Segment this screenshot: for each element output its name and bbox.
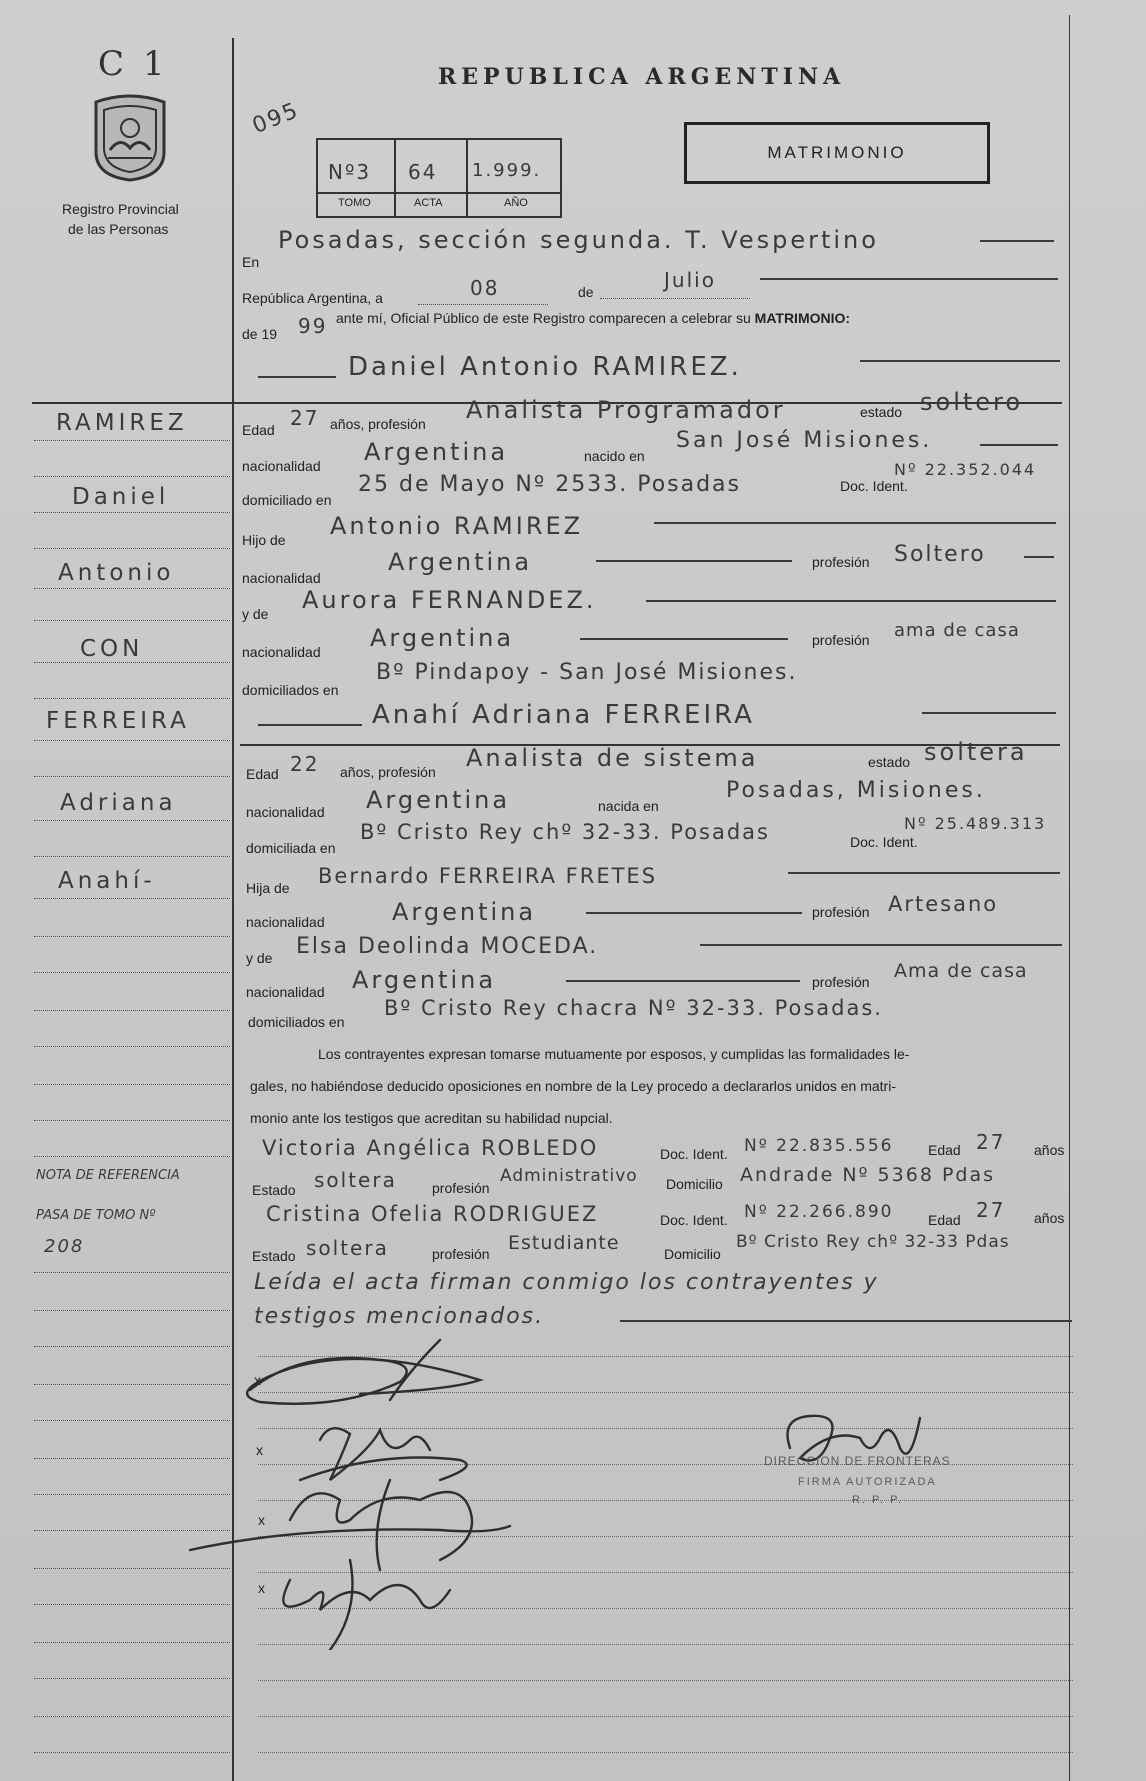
witness2-domicilio: Bº Cristo Rey chº 32-33 Pdas xyxy=(736,1232,1010,1252)
witness2-doc: Nº 22.266.890 xyxy=(744,1202,894,1222)
de-label: de xyxy=(578,284,594,300)
signature-mark-3: x xyxy=(258,1512,265,1528)
groom-edad: 27 xyxy=(290,406,320,430)
closing-line1: Leída el acta firman conmigo los contrayentes y xyxy=(254,1270,879,1295)
year-prefix: de 19 xyxy=(242,326,278,342)
bride-father: Bernardo FERREIRA FRETES xyxy=(318,864,658,888)
reference-box xyxy=(316,138,562,218)
bride-father-nac: Argentina xyxy=(392,898,537,926)
witness1-name: Victoria Angélica ROBLEDO xyxy=(262,1136,599,1160)
groom-mother-label: y de xyxy=(242,606,269,622)
bride-mother-nac-label: nacionalidad xyxy=(246,984,325,1000)
groom-profesion: Analista Programador xyxy=(466,396,786,424)
ano-label: AÑO xyxy=(504,197,528,209)
signature-mark-1: x xyxy=(254,1372,261,1388)
groom-domicilio: 25 de Mayo Nº 2533. Posadas xyxy=(358,472,742,497)
bride-name: Anahí Adriana FERREIRA xyxy=(372,700,755,730)
margin-note-line3: 208 xyxy=(44,1236,85,1257)
witness2-profesion: Estudiante xyxy=(508,1232,620,1254)
year-value: 99 xyxy=(298,314,328,338)
groom-father: Antonio RAMIREZ xyxy=(330,512,584,540)
witness1-profesion: Administrativo xyxy=(500,1166,638,1186)
republica-label: República Argentina, a xyxy=(242,290,383,306)
month-value: Julio xyxy=(664,268,716,292)
bride-mother-nac: Argentina xyxy=(352,966,497,994)
groom-nacido: San José Misiones. xyxy=(676,428,933,453)
country-title: REPUBLICA ARGENTINA xyxy=(438,64,846,90)
groom-edad-label: Edad xyxy=(242,422,275,438)
bride-estado: soltera xyxy=(924,738,1028,766)
bride-mother-prof: Ama de casa xyxy=(894,960,1028,982)
groom-estado: soltero xyxy=(920,388,1024,416)
margin-name-3: Antonio xyxy=(58,560,175,586)
witness1-anos-label: años xyxy=(1034,1142,1065,1158)
official-stamp-line1: DIRECCION DE FRONTERAS xyxy=(764,1454,951,1468)
bride-nacida-label: nacida en xyxy=(598,798,659,814)
margin-name-6: Adriana xyxy=(60,790,177,816)
declaration-line1: Los contrayentes expresan tomarse mutuamente por esposos, y cumplidas las formalidades le- xyxy=(318,1046,910,1062)
bride-parents-dom-label: domiciliados en xyxy=(248,1014,345,1030)
place-value: Posadas, sección segunda. T. Vespertino xyxy=(278,226,879,254)
witness1-edad: 27 xyxy=(976,1130,1006,1154)
matrimonio-label: MATRIMONIO xyxy=(767,143,907,162)
registry-title-line2: de las Personas xyxy=(68,221,169,237)
place-fill-line xyxy=(980,240,1054,242)
acta-label: ACTA xyxy=(414,197,443,209)
groom-father-nac-label: nacionalidad xyxy=(242,570,321,586)
bride-domicilio: Bº Cristo Rey chº 32-33. Posadas xyxy=(360,820,770,844)
bride-edad-label: Edad xyxy=(246,766,279,782)
bride-father-label: Hija de xyxy=(246,880,290,896)
groom-parents-dom-label: domiciliados en xyxy=(242,682,339,698)
groom-father-prof: Soltero xyxy=(894,542,986,567)
bride-estado-label: estado xyxy=(868,754,911,770)
bride-profesion-label: años, profesión xyxy=(340,764,436,780)
groom-father-nac: Argentina xyxy=(388,548,533,576)
registry-title-line1: Registro Provincial xyxy=(62,201,179,217)
witness2-estado-label: Estado xyxy=(252,1248,296,1264)
groom-dom-label: domiciliado en xyxy=(242,492,332,508)
groom-mother-nac: Argentina xyxy=(370,624,515,652)
bride-father-prof: Artesano xyxy=(888,892,999,916)
bride-father-prof-label: profesión xyxy=(812,904,870,920)
margin-note-line2: PASA DE TOMO Nº xyxy=(36,1208,156,1223)
groom-doc-label: Doc. Ident. xyxy=(840,478,908,494)
signature-scribbles xyxy=(180,1330,540,1650)
margin-note-line1: NOTA DE REFERENCIA xyxy=(36,1168,180,1183)
bride-dom-label: domiciliada en xyxy=(246,840,336,856)
bride-mother-prof-label: profesión xyxy=(812,974,870,990)
bride-nacida: Posadas, Misiones. xyxy=(726,778,986,803)
bride-doc: Nº 25.489.313 xyxy=(904,814,1047,833)
groom-nac-label: nacionalidad xyxy=(242,458,321,474)
margin-name-2: Daniel xyxy=(72,484,170,510)
signature-mark-2: x xyxy=(256,1442,263,1458)
groom-mother: Aurora FERNANDEZ. xyxy=(302,586,597,614)
en-label: En xyxy=(242,254,260,270)
tomo-label: TOMO xyxy=(338,197,371,209)
bride-father-nac-label: nacionalidad xyxy=(246,914,325,930)
bride-nacionalidad: Argentina xyxy=(366,786,511,814)
witness2-estado: soltera xyxy=(306,1236,389,1260)
declaration-line3: monio ante los testigos que acreditan su habilidad nupcial. xyxy=(250,1110,613,1126)
bride-doc-label: Doc. Ident. xyxy=(850,834,918,850)
bride-nac-label: nacionalidad xyxy=(246,804,325,820)
groom-nacionalidad: Argentina xyxy=(364,438,509,466)
statement-text: ante mí, Oficial Público de este Registro comparecen a celebrar su MATRIMONIO: xyxy=(336,310,851,326)
official-stamp-line3: R. P. P. xyxy=(852,1494,904,1506)
groom-estado-label: estado xyxy=(860,404,903,420)
ano-value: 1.999. xyxy=(472,160,542,181)
witness1-prof-label: profesión xyxy=(432,1180,490,1196)
declaration-line2: gales, no habiéndose deducido oposiciones en nombre de la Ley procedo a declararlos unidos en matri- xyxy=(250,1078,896,1094)
acta-value: 64 xyxy=(408,160,438,184)
groom-name: Daniel Antonio RAMIREZ. xyxy=(348,352,742,382)
witness1-dom-label: Domicilio xyxy=(666,1176,723,1192)
groom-mother-prof: ama de casa xyxy=(894,620,1020,641)
groom-nacido-label: nacido en xyxy=(584,448,645,464)
groom-profesion-label: años, profesión xyxy=(330,416,426,432)
witness2-dom-label: Domicilio xyxy=(664,1246,721,1262)
right-border xyxy=(1069,15,1070,1781)
groom-mother-prof-label: profesión xyxy=(812,632,870,648)
margin-name-7: Anahí- xyxy=(58,868,156,894)
provincial-seal-icon xyxy=(88,92,172,182)
witness1-estado-label: Estado xyxy=(252,1182,296,1198)
groom-father-prof-label: profesión xyxy=(812,554,870,570)
groom-father-label: Hijo de xyxy=(242,532,286,548)
matrimonio-stamp xyxy=(684,122,990,184)
witness1-edad-label: Edad xyxy=(928,1142,961,1158)
witness2-edad-label: Edad xyxy=(928,1212,961,1228)
witness2-prof-label: profesión xyxy=(432,1246,490,1262)
page-number: C 1 xyxy=(98,44,169,84)
witness2-doc-label: Doc. Ident. xyxy=(660,1212,728,1228)
witness1-doc: Nº 22.835.556 xyxy=(744,1136,894,1156)
witness1-doc-label: Doc. Ident. xyxy=(660,1146,728,1162)
groom-parents-dom: Bº Pindapoy - San José Misiones. xyxy=(376,660,798,685)
closing-line2: testigos mencionados. xyxy=(254,1304,545,1329)
bride-parents-dom: Bº Cristo Rey chacra Nº 32-33. Posadas. xyxy=(384,996,883,1020)
witness2-edad: 27 xyxy=(976,1198,1006,1222)
witness2-name: Cristina Ofelia RODRIGUEZ xyxy=(266,1202,599,1226)
margin-name-5: FERREIRA xyxy=(46,708,190,734)
bride-mother-label: y de xyxy=(246,950,273,966)
groom-doc: Nº 22.352.044 xyxy=(894,460,1037,479)
margin-name-4: CON xyxy=(80,636,144,662)
groom-mother-nac-label: nacionalidad xyxy=(242,644,321,660)
bride-edad: 22 xyxy=(290,752,320,776)
tomo-value: Nº3 xyxy=(328,160,372,184)
month-fill-line xyxy=(760,278,1058,280)
margin-name-1: RAMIREZ xyxy=(56,410,188,436)
bride-mother: Elsa Deolinda MOCEDA. xyxy=(296,934,599,959)
witness1-domicilio: Andrade Nº 5368 Pdas xyxy=(740,1164,996,1186)
day-value: 08 xyxy=(470,276,500,300)
corner-mark: 095 xyxy=(249,97,303,140)
witness2-anos-label: años xyxy=(1034,1210,1065,1226)
witness1-estado: soltera xyxy=(314,1168,397,1192)
signature-mark-4: x xyxy=(258,1580,265,1596)
bride-profesion: Analista de sistema xyxy=(466,744,759,772)
official-stamp-line2: FIRMA AUTORIZADA xyxy=(798,1476,937,1488)
